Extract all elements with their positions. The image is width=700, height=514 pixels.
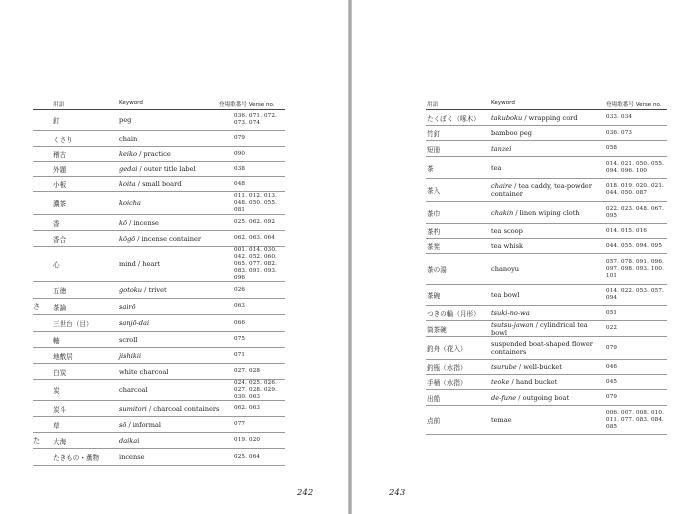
keyword-cell-text: chakin / linen wiping cloth: [491, 208, 580, 217]
verse-cell-text: 026: [234, 286, 246, 293]
term-cell: [427, 254, 489, 284]
keyword-cell: [491, 202, 605, 223]
keyword-cell: [491, 224, 605, 238]
table-row: [426, 110, 667, 126]
verse-cell: [234, 231, 285, 246]
table-row: [426, 202, 667, 224]
verse-cell-text: 014. 022. 053. 057. 094: [606, 288, 665, 301]
header-keyword: Keyword: [119, 100, 143, 106]
table-row: [426, 337, 667, 360]
right-page: [352, 0, 700, 514]
section-letter: [33, 401, 51, 416]
verse-cell-text: 079: [606, 394, 618, 400]
keyword-cell-text: takuboku / wrapping cord: [491, 113, 578, 122]
verse-cell: [234, 433, 285, 448]
glossary-table-right: [426, 98, 667, 435]
keyword-cell-text: suspended boat-shaped flower containers: [491, 340, 593, 356]
keyword-cell-text: keiko / practice: [119, 150, 171, 158]
term-cell: [53, 177, 113, 191]
term-cell-text: 茶の湯: [427, 266, 447, 274]
keyword-cell-text: sanjō-dai: [119, 319, 150, 327]
section-letter: [33, 417, 51, 432]
table-row: [33, 177, 285, 192]
keyword-cell: [491, 321, 605, 336]
term-cell: [53, 282, 113, 298]
keyword-cell: [119, 162, 231, 176]
keyword-cell-text: sō / informal: [119, 420, 161, 429]
keyword-cell: [491, 157, 605, 178]
term-cell-text: 茶巾: [427, 209, 441, 218]
term-cell-text: 小板: [53, 181, 67, 189]
keyword-cell-text: temae: [491, 416, 512, 424]
verse-cell-text: 019. 020: [234, 437, 261, 443]
term-cell: [427, 390, 489, 405]
term-cell-text: 地敷居: [53, 352, 73, 361]
term-cell-text: 濃茶: [53, 200, 67, 208]
term-cell: [53, 147, 113, 161]
verse-cell-text: 025. 064: [234, 453, 261, 460]
keyword-cell-text: white charcoal: [119, 367, 169, 376]
keyword-cell-text: incense: [119, 453, 145, 461]
verse-cell-text: 066: [234, 319, 246, 326]
verse-cell-text: 058: [606, 145, 618, 151]
term-cell-text: 短冊: [427, 145, 441, 154]
verse-cell-text: 014. 015. 016: [606, 227, 648, 234]
term-cell-text: 竹釘: [427, 130, 441, 138]
verse-cell-text: 057. 078. 091. 096. 097. 098. 093. 100. 101: [606, 258, 665, 279]
table-row: [426, 224, 667, 239]
verse-cell: [606, 306, 667, 320]
verse-cell-text: 079: [606, 344, 618, 351]
verse-cell: [234, 247, 285, 281]
term-cell-text: 筒茶碗: [427, 325, 447, 334]
term-cell-text: くさり: [53, 135, 73, 144]
verse-cell: [234, 131, 285, 146]
verse-cell: [606, 224, 667, 238]
keyword-cell-text: gedai / outer title label: [119, 165, 196, 173]
keyword-cell-text: koita / small board: [119, 180, 182, 188]
table-row: [426, 126, 667, 141]
verse-cell: [234, 380, 285, 400]
term-cell-text: 心: [53, 261, 60, 269]
header-keyword: Keyword: [491, 100, 515, 106]
term-cell-text: 茶碗: [427, 292, 441, 300]
verse-cell: [234, 348, 285, 363]
keyword-cell-text: tea scoop: [491, 227, 523, 235]
table-row: [426, 157, 667, 179]
term-cell-text: 釘: [53, 117, 60, 125]
table-row: [33, 282, 285, 299]
keyword-cell: [119, 282, 231, 298]
term-cell: [427, 406, 489, 434]
verse-cell: [234, 192, 285, 214]
verse-cell-text: 046: [606, 363, 618, 370]
section-letter: [33, 110, 51, 130]
table-row: [426, 390, 667, 406]
verse-cell: [234, 315, 285, 331]
term-cell: [427, 110, 489, 125]
verse-cell: [606, 179, 667, 201]
verse-cell-text: 033. 034: [606, 114, 633, 120]
table-row: [33, 110, 285, 131]
verse-cell: [234, 332, 285, 347]
keyword-cell: [491, 375, 605, 389]
term-cell-text: 炭斗: [53, 405, 67, 414]
term-cell: [53, 449, 113, 465]
keyword-cell: [119, 231, 231, 246]
term-cell-text: 茶論: [53, 303, 67, 312]
keyword-cell-text: de-fune / outgoing boat: [491, 393, 570, 402]
term-cell-text: 三世台（目）: [53, 320, 93, 328]
table-row: [426, 254, 667, 285]
table-row: [426, 141, 667, 157]
table-row: [33, 231, 285, 247]
table-row: [426, 360, 667, 375]
keyword-cell: [119, 177, 231, 191]
section-letter: [33, 299, 51, 314]
term-cell: [53, 401, 113, 416]
verse-cell-text: 071: [234, 352, 246, 358]
term-cell: [427, 306, 489, 320]
verse-cell: [234, 364, 285, 379]
term-cell: [53, 348, 113, 363]
term-cell: [53, 131, 113, 146]
keyword-cell: [119, 110, 231, 130]
verse-cell-text: 048: [234, 180, 246, 187]
verse-cell: [606, 375, 667, 389]
keyword-cell: [491, 239, 605, 253]
keyword-cell-text: mind / heart: [119, 260, 161, 268]
keyword-cell-text: tsurube / well-bucket: [491, 363, 562, 371]
verse-cell: [606, 126, 667, 140]
section-letter: [33, 332, 51, 347]
keyword-cell: [491, 360, 605, 374]
keyword-cell: [491, 254, 605, 284]
term-cell: [53, 162, 113, 176]
verse-cell: [234, 215, 285, 230]
term-cell: [53, 417, 113, 432]
verse-cell-text: 062. 063. 064: [234, 235, 276, 241]
verse-cell: [606, 321, 667, 336]
verse-cell: [606, 239, 667, 253]
section-letter: [33, 247, 51, 281]
verse-cell: [234, 299, 285, 314]
verse-cell-text: 077: [234, 421, 246, 427]
section-letter: [33, 131, 51, 146]
section-letter: [33, 192, 51, 214]
verse-cell: [234, 162, 285, 176]
term-cell-text: 白炭: [53, 368, 67, 377]
verse-cell-text: 063: [234, 303, 246, 309]
term-cell: [53, 192, 113, 214]
keyword-cell-text: gotoku / trivet: [119, 286, 167, 294]
keyword-cell-text: tsuki-no-wa: [491, 309, 530, 317]
table-row: [33, 147, 285, 162]
table-row: [426, 306, 667, 321]
section-letter: [33, 348, 51, 363]
keyword-cell-text: kōgō / incense container: [119, 234, 202, 243]
table-row: [426, 239, 667, 254]
keyword-cell: [119, 364, 231, 379]
table-row: [33, 247, 285, 282]
verse-cell-text: 045: [606, 378, 618, 385]
verse-cell: [606, 390, 667, 405]
keyword-cell-text: chaire / tea caddy, tea-powder container: [491, 182, 592, 198]
term-cell: [427, 224, 489, 238]
verse-cell: [606, 337, 667, 359]
term-cell: [53, 299, 113, 314]
term-cell-text: 大海: [53, 437, 67, 446]
verse-cell-text: 025. 062. 092: [234, 219, 276, 225]
term-cell-text: つきの輪（月形）: [427, 310, 480, 318]
table-row: [426, 321, 667, 337]
section-letter: [33, 162, 51, 176]
verse-cell: [234, 417, 285, 432]
keyword-cell: [491, 337, 605, 359]
verse-cell-text: 027. 028: [234, 368, 261, 374]
term-cell: [427, 375, 489, 389]
verse-cell: [606, 157, 667, 178]
keyword-cell-text: tsutsu-jawan / cylindrical tea bowl: [491, 320, 588, 337]
verse-cell-text: 044. 055. 094. 095: [606, 242, 663, 249]
table-row: [33, 299, 285, 315]
table-row: [33, 348, 285, 364]
keyword-cell: [119, 417, 231, 432]
verse-cell: [234, 282, 285, 298]
keyword-cell: [119, 215, 231, 230]
term-cell-text: 手桶（水指）: [427, 379, 467, 387]
keyword-cell: [491, 306, 605, 320]
table-header: [33, 98, 285, 110]
term-cell: [427, 126, 489, 140]
table-row: [426, 285, 667, 306]
header-verse: 登場歌番号 Verse no.: [219, 102, 275, 108]
table-row: [33, 315, 285, 332]
term-cell-text: 出船: [427, 394, 441, 403]
term-cell-text: 茶: [427, 164, 434, 173]
keyword-cell-text: chain: [119, 134, 138, 143]
verse-cell-text: 090: [234, 150, 246, 157]
section-letter: [33, 364, 51, 379]
term-cell: [427, 141, 489, 156]
section-letter: [33, 433, 51, 448]
section-letter: [33, 380, 51, 400]
page-number-left: 242: [297, 488, 314, 498]
keyword-cell-text: kō / incense: [119, 218, 159, 227]
table-row: [33, 162, 285, 177]
header-verse: 登場歌番号 Verse no.: [606, 102, 662, 108]
table-row: [33, 192, 285, 215]
verse-cell: [234, 401, 285, 416]
term-cell-text: 茶杓: [427, 228, 441, 236]
page-number-right: 243: [389, 488, 406, 498]
keyword-cell-text: scroll: [119, 335, 138, 344]
table-row: [33, 215, 285, 231]
verse-cell-text: 018. 019. 020. 021. 044. 050. 087: [606, 183, 665, 196]
section-letter: [33, 147, 51, 161]
term-cell-text: 稽古: [53, 151, 67, 159]
keyword-cell: [491, 179, 605, 201]
keyword-cell-text: tea bowl: [491, 291, 520, 299]
section-letter-text: さ: [33, 301, 41, 311]
verse-cell: [606, 110, 667, 125]
keyword-cell: [491, 141, 605, 156]
keyword-cell: [119, 449, 231, 465]
term-cell-text: 釣舟（花入）: [427, 345, 467, 353]
keyword-cell: [491, 110, 605, 125]
term-cell-text: 茶入: [427, 187, 441, 195]
section-letter: [33, 177, 51, 191]
keyword-cell-text: peg: [119, 116, 132, 124]
verse-cell-text: 051: [606, 309, 618, 316]
keyword-cell: [119, 315, 231, 331]
term-cell: [53, 380, 113, 400]
verse-cell-text: 038: [234, 165, 246, 172]
term-cell-text: 点前: [427, 417, 441, 425]
header-term: 用語: [427, 102, 439, 108]
term-cell-text: 外題: [53, 166, 67, 174]
term-cell: [427, 239, 489, 253]
term-cell: [427, 179, 489, 201]
term-cell-text: 草: [53, 421, 60, 430]
term-cell: [427, 360, 489, 374]
verse-cell: [234, 177, 285, 191]
verse-cell-text: 022. 023. 048. 067. 095: [606, 205, 665, 219]
verse-cell-text: 024. 025. 026. 027. 028. 029. 030. 063: [234, 379, 278, 400]
verse-cell: [234, 449, 285, 465]
section-letter: [33, 282, 51, 298]
keyword-cell-text: sairō: [119, 302, 136, 311]
keyword-cell: [491, 285, 605, 305]
term-cell-text: 香合: [53, 235, 67, 244]
keyword-cell-text: tanzei: [491, 144, 512, 153]
section-letter-text: た: [33, 435, 41, 445]
keyword-cell-text: jishikii: [119, 351, 142, 360]
rows-left: [33, 110, 285, 466]
term-cell: [427, 337, 489, 359]
table-row: [33, 364, 285, 380]
verse-cell: [606, 360, 667, 374]
rows-right: [426, 110, 667, 435]
term-cell: [53, 332, 113, 347]
keyword-cell-text: tea whisk: [491, 242, 523, 250]
section-letter: [33, 231, 51, 246]
verse-cell-text: 006. 007. 008. 010. 011. 077. 083. 084. 085: [606, 409, 665, 430]
header-term: 用語: [53, 102, 65, 108]
verse-cell-text: 014. 021. 050. 055. 094. 096. 100: [606, 160, 665, 174]
glossary-table-left: [33, 98, 285, 466]
verse-cell: [606, 406, 667, 434]
keyword-cell: [491, 406, 605, 434]
keyword-cell: [119, 299, 231, 314]
verse-cell-text: 062. 063: [234, 405, 261, 411]
term-cell: [427, 202, 489, 223]
term-cell-text: 茶筅: [427, 243, 441, 251]
table-row: [33, 401, 285, 417]
section-letter: [33, 315, 51, 331]
keyword-cell: [119, 433, 231, 448]
keyword-cell: [491, 126, 605, 140]
verse-cell: [234, 110, 285, 130]
keyword-cell: [119, 332, 231, 347]
term-cell: [53, 215, 113, 230]
table-row: [33, 433, 285, 449]
verse-cell-text: 001. 014. 030. 042. 052. 060. 065. 077. 082. 083. 091. 093. 096: [234, 246, 278, 281]
table-row: [33, 417, 285, 433]
verse-cell: [606, 254, 667, 284]
term-cell-text: 軸: [53, 336, 60, 345]
keyword-cell: [119, 401, 231, 416]
keyword-cell: [119, 131, 231, 146]
keyword-cell: [119, 147, 231, 161]
keyword-cell: [119, 192, 231, 214]
table-header: [426, 98, 667, 110]
term-cell: [53, 315, 113, 331]
keyword-cell-text: tea: [491, 163, 502, 172]
verse-cell-text: 036. 073: [606, 129, 633, 136]
left-page: [0, 0, 348, 514]
keyword-cell: [491, 390, 605, 405]
keyword-cell: [119, 348, 231, 363]
term-cell: [53, 247, 113, 281]
keyword-cell-text: daikai: [119, 436, 140, 445]
verse-cell-text: 011. 012. 013. 048. 050. 055. 081: [234, 192, 278, 213]
keyword-cell-text: sumitori / charcoal containers: [119, 404, 220, 413]
keyword-cell: [119, 247, 231, 281]
verse-cell: [606, 285, 667, 305]
term-cell-text: 釣瓶（水指）: [427, 364, 467, 372]
term-cell: [53, 110, 113, 130]
term-cell: [53, 364, 113, 379]
keyword-cell-text: koicha: [119, 199, 141, 207]
verse-cell: [606, 202, 667, 223]
table-row: [426, 375, 667, 390]
verse-cell-text: 022: [606, 325, 618, 331]
table-row: [33, 332, 285, 348]
term-cell: [427, 321, 489, 336]
term-cell-text: 炭: [53, 387, 60, 395]
verse-cell: [234, 147, 285, 161]
section-letter: [33, 449, 51, 465]
term-cell: [427, 157, 489, 178]
section-letter: [33, 215, 51, 230]
keyword-cell-text: teoke / hand bucket: [491, 378, 558, 386]
table-row: [426, 179, 667, 202]
term-cell-text: たきもの・薫物: [53, 454, 100, 462]
verse-cell-text: 036. 071. 072. 073. 074: [234, 113, 278, 126]
keyword-cell-text: charcoal: [119, 386, 148, 394]
term-cell-text: 五徳: [53, 287, 67, 295]
term-cell-text: たくぼく（啄木）: [427, 114, 480, 123]
keyword-cell: [119, 380, 231, 400]
table-row: [426, 406, 667, 435]
term-cell-text: 香: [53, 219, 60, 228]
table-row: [33, 449, 285, 466]
term-cell: [53, 231, 113, 246]
verse-cell: [606, 141, 667, 156]
term-cell: [53, 433, 113, 448]
table-row: [33, 131, 285, 147]
verse-cell-text: 075: [234, 336, 246, 342]
verse-cell-text: 079: [234, 135, 246, 141]
keyword-cell-text: bamboo peg: [491, 129, 533, 137]
table-row: [33, 380, 285, 401]
term-cell: [427, 285, 489, 305]
keyword-cell-text: chanoyu: [491, 265, 520, 273]
